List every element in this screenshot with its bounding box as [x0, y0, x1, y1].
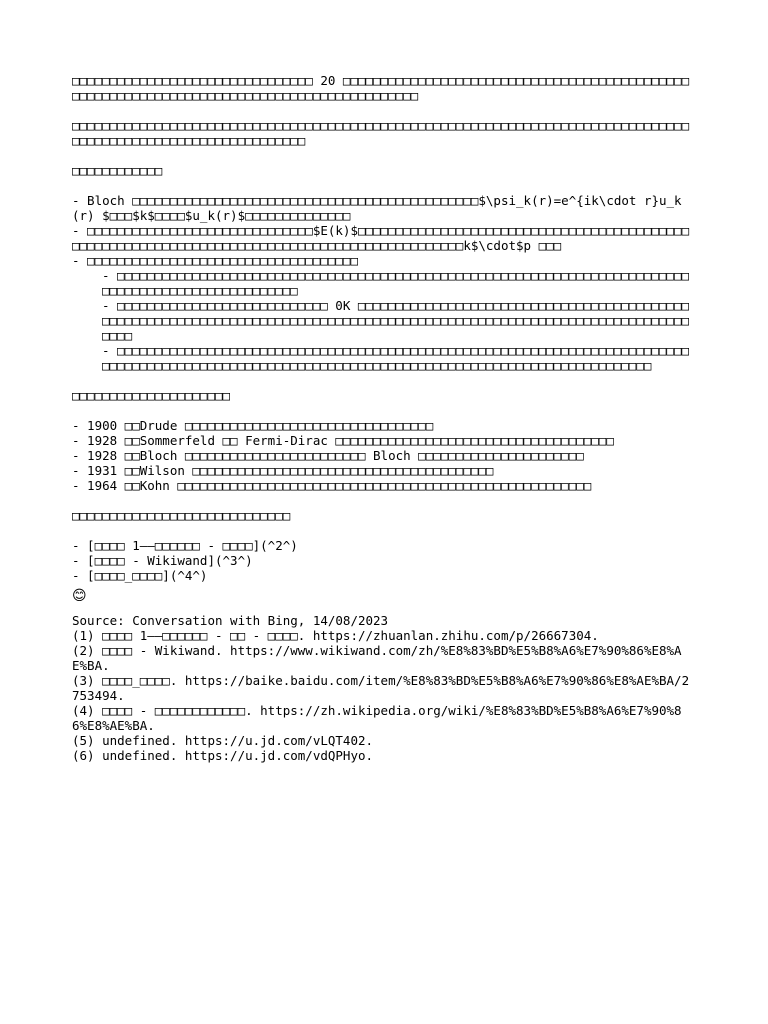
- paragraph-second: □□□□□□□□□□□□□□□□□□□□□□□□□□□□□□□□□□□□□□□□□□□□□□□□□□□□□□□□□□□□□□□□□□□□□□□□□□□□□□□□□□□□□□□□□□□□□□□□□□□□□□□□□□□□□□□□□: [72, 118, 690, 148]
- timeline-item: - 1964 □□Kohn □□□□□□□□□□□□□□□□□□□□□□□□□□□□□□□□□□□□□□□□□□□□□□□□□□□□□□□: [72, 478, 592, 493]
- smile-emoji-icon: 😊: [72, 588, 87, 604]
- reference-link[interactable]: - [□□□□ - Wikiwand](^3^): [72, 553, 253, 568]
- source-item[interactable]: (2) □□□□ - Wikiwand. https://www.wikiwand.com/zh/%E8%83%BD%E5%B8%A6%E7%90%86%E8%AE%BA.: [72, 643, 682, 673]
- timeline-item: - 1928 □□Sommerfeld □□ Fermi-Dirac □□□□□□□□□□□□□□□□□□□□□□□□□□□□□□□□□□□□□: [72, 433, 614, 448]
- section-heading-history: □□□□□□□□□□□□□□□□□□□□□: [72, 388, 231, 403]
- bullet-classes: - □□□□□□□□□□□□□□□□□□□□□□□□□□□□□□□□□□□□: [72, 253, 358, 268]
- bullet-energy: - □□□□□□□□□□□□□□□□□□□□□□□□□□□□□□$E(k)$□□□□□□□□□□□□□□□□□□□□□□□□□□□□□□□□□□□□□□□□□□□□□□□□□□□□□□□□□□□□□□□□□□□□□□□□□□□□□□□□□□□□□□□□□□□□□□□□k$\cdot$p □□□: [72, 223, 690, 253]
- sub-bullet-2: - □□□□□□□□□□□□□□□□□□□□□□□□□□□□ 0K □□□□□□□□□□□□□□□□□□□□□□□□□□□□□□□□□□□□□□□□□□□□□□□□□□□□□□□□□□□□□□□□□□□□□□□□□□□□□□□□□□□□□□□□□□□□□□□□□□□□□□□□□□□□□□□□□□□□□□□□□□□□□□: [102, 298, 689, 343]
- timeline-item: - 1900 □□Drude □□□□□□□□□□□□□□□□□□□□□□□□□□□□□□□□□: [72, 418, 434, 433]
- timeline-item: - 1931 □□Wilson □□□□□□□□□□□□□□□□□□□□□□□□□□□□□□□□□□□□□□□□: [72, 463, 494, 478]
- source-item[interactable]: (3) □□□□_□□□□. https://baike.baidu.com/item/%E8%83%BD%E5%B8%A6%E7%90%86%E8%AE%BA/2753494.: [72, 673, 690, 703]
- source-item[interactable]: (6) undefined. https://u.jd.com/vdQPHyo.: [72, 748, 374, 763]
- source-item[interactable]: (5) undefined. https://u.jd.com/vLQT402.: [72, 733, 374, 748]
- sub-bullet-1: - □□□□□□□□□□□□□□□□□□□□□□□□□□□□□□□□□□□□□□□□□□□□□□□□□□□□□□□□□□□□□□□□□□□□□□□□□□□□□□□□□□□□□□□□□□□□□□□□□□□□□□: [102, 268, 689, 298]
- paragraph-intro: □□□□□□□□□□□□□□□□□□□□□□□□□□□□□□□□ 20 □□□□□□□□□□□□□□□□□□□□□□□□□□□□□□□□□□□□□□□□□□□□□□□□□□□□□□□□□□□□□□□□□□□□□□□□□□□□□□□□□□□□□□□□□□□□: [72, 73, 690, 103]
- section-heading-links: □□□□□□□□□□□□□□□□□□□□□□□□□□□□□: [72, 508, 291, 523]
- reference-link[interactable]: - [□□□□ 1——□□□□□□ - □□□□](^2^): [72, 538, 298, 553]
- timeline-item: - 1928 □□Bloch □□□□□□□□□□□□□□□□□□□□□□□□ Bloch □□□□□□□□□□□□□□□□□□□□□□: [72, 448, 584, 463]
- sub-bullet-3: - □□□□□□□□□□□□□□□□□□□□□□□□□□□□□□□□□□□□□□□□□□□□□□□□□□□□□□□□□□□□□□□□□□□□□□□□□□□□□□□□□□□□□□□□□□□□□□□□□□□□□□□□□□□□□□□□□□□□□□□□□□□□□□□□□□□□□□□□□□□□□□□□□□□□□: [102, 343, 689, 373]
- section-heading-concepts: □□□□□□□□□□□□: [72, 163, 163, 178]
- source-item[interactable]: (4) □□□□ - □□□□□□□□□□□□. https://zh.wikipedia.org/wiki/%E8%83%BD%E5%B8%A6%E7%90%86%E8%AE%BA.: [72, 703, 682, 733]
- reference-link[interactable]: - [□□□□_□□□□](^4^): [72, 568, 208, 583]
- source-line: Source: Conversation with Bing, 14/08/2023: [72, 613, 389, 628]
- source-item[interactable]: (1) □□□□ 1——□□□□□□ - □□ - □□□□. https://zhuanlan.zhihu.com/p/26667304.: [72, 628, 599, 643]
- bullet-bloch: - Bloch □□□□□□□□□□□□□□□□□□□□□□□□□□□□□□□□□□□□□□□□□□□□□□$\psi_k(r)=e^{ik\cdot r}u_k(r) $□□□$k$□□□□$u_k(r)$□□□□□□□□□□□□□□: [72, 193, 682, 223]
